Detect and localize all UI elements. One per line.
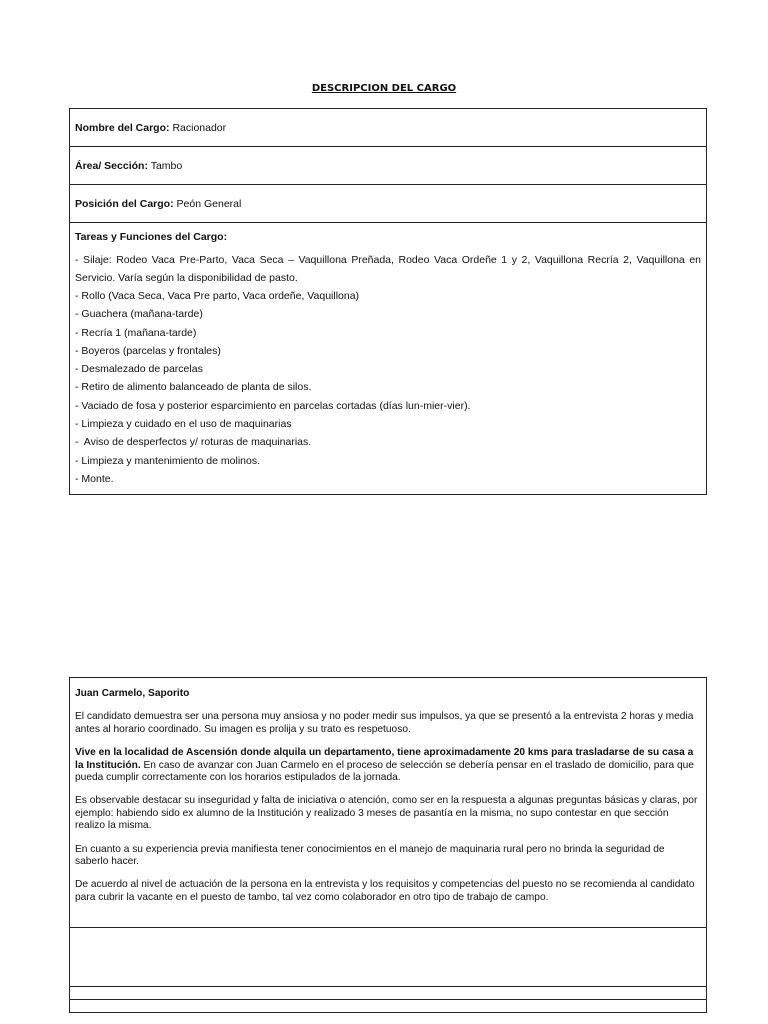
task-item: - Limpieza y cuidado en el uso de maquinarias	[75, 418, 292, 431]
evaluation-paragraph-5: De acuerdo al nivel de actuación de la persona en la entrevista y los requisitos y competencias del puesto no se recomienda al candidato para cubrir la vacante en el puesto de tambo, tal vez como colaborador en otro tipo de trabajo de campo.	[75, 879, 695, 903]
job-position-cell	[70, 185, 707, 223]
job-area-cell	[70, 147, 707, 185]
evaluation-paragraph-1: El candidato demuestra ser una persona muy ansiosa y no poder medir sus impulsos, ya que se presentó a la entrevista 2 horas y media antes al horario coordinado. Su imagen es prolija y su trato es respetuoso.	[75, 711, 694, 735]
candidate-evaluation-table	[69, 677, 707, 1013]
task-item: - Rollo (Vaca Seca, Vaca Pre parto, Vaca ordeñe, Vaquillona)	[75, 290, 360, 302]
job-position-value: Peón General	[176, 197, 242, 210]
blank-row	[70, 987, 707, 1000]
blank-row	[70, 1000, 707, 1013]
candidate-name: Juan Carmelo, Saporito	[75, 688, 190, 699]
job-name-cell	[70, 109, 707, 147]
task-item: - Monte.	[75, 472, 114, 485]
job-tasks-row	[70, 223, 707, 495]
task-item: - Limpieza y mantenimiento de molinos.	[75, 454, 261, 467]
document-title	[0, 83, 768, 94]
evaluation-row	[70, 678, 707, 928]
task-item: - Aviso de desperfectos y/ roturas de maquinarias.	[75, 436, 312, 449]
evaluation-cell	[70, 678, 707, 928]
job-area-row	[70, 147, 707, 185]
task-item: - Recría 1 (mañana-tarde)	[75, 326, 197, 339]
task-item: - Boyeros (parcelas y frontales)	[75, 344, 221, 357]
evaluation-paragraph-3: Es observable destacar su inseguridad y falta de iniciativa o atención, como ser en la respuesta a algunas preguntas básicas y claras, por ejemplo: habiendo sido ex alumno de la Institución y realizado 3 meses de pasantía en la misma, no supo contestar en que sección realizo la misma.	[75, 795, 698, 832]
task-item: - Retiro de alimento balanceado de planta de silos.	[75, 381, 312, 394]
job-description-table	[69, 108, 707, 495]
task-item: - Desmalezado de parcelas	[75, 363, 203, 376]
blank-cell	[70, 987, 707, 1000]
blank-row	[70, 928, 707, 987]
job-name-label: Nombre del Cargo:	[75, 121, 170, 134]
job-area-value: Tambo	[150, 159, 183, 172]
job-position-label: Posición del Cargo:	[75, 197, 174, 210]
job-name-value: Racionador	[172, 121, 227, 134]
tasks-intro: - Silaje: Rodeo Vaca Pre-Parto, Vaca Seca – Vaquillona Preñada, Rodeo Vaca Ordeñe 1 y 2, Vaquillona Recría 2, Vaquillona en Servicio. Varía según la disponibilidad de pasto.	[75, 254, 701, 284]
job-position-row	[70, 185, 707, 223]
task-item: - Guachera (mañana-tarde)	[75, 308, 203, 321]
blank-cell	[70, 1000, 707, 1013]
job-name-row	[70, 109, 707, 147]
document-title-text: DESCRIPCION DEL CARGO	[311, 83, 457, 94]
task-item: - Vaciado de fosa y posterior esparcimiento en parcelas cortadas (días lun-mier-vier).	[75, 399, 471, 412]
evaluation-paragraph-2-rest: En caso de avanzar con Juan Carmelo en el proceso de selección se debería pensar en el traslado de domicilio, para que pueda cumplir correctamente con los horarios estipulados de la jornada.	[75, 759, 694, 784]
blank-cell	[70, 928, 707, 987]
evaluation-paragraph-2-bold: Vive en la localidad de Ascensión donde alquila un departamento, tiene aproximadamente 20 kms para trasladarse de su casa a la Institución.	[75, 747, 694, 771]
tasks-heading: Tareas y Funciones del Cargo:	[75, 231, 228, 243]
job-area-label: Área/ Sección:	[75, 159, 148, 172]
evaluation-paragraph-2	[75, 747, 700, 784]
evaluation-paragraph-4: En cuanto a su experiencia previa manifiesta tener conocimientos en el manejo de maquinaria rural pero no brinda la seguridad de saberlo hacer.	[75, 843, 665, 868]
job-tasks-cell	[70, 223, 707, 495]
